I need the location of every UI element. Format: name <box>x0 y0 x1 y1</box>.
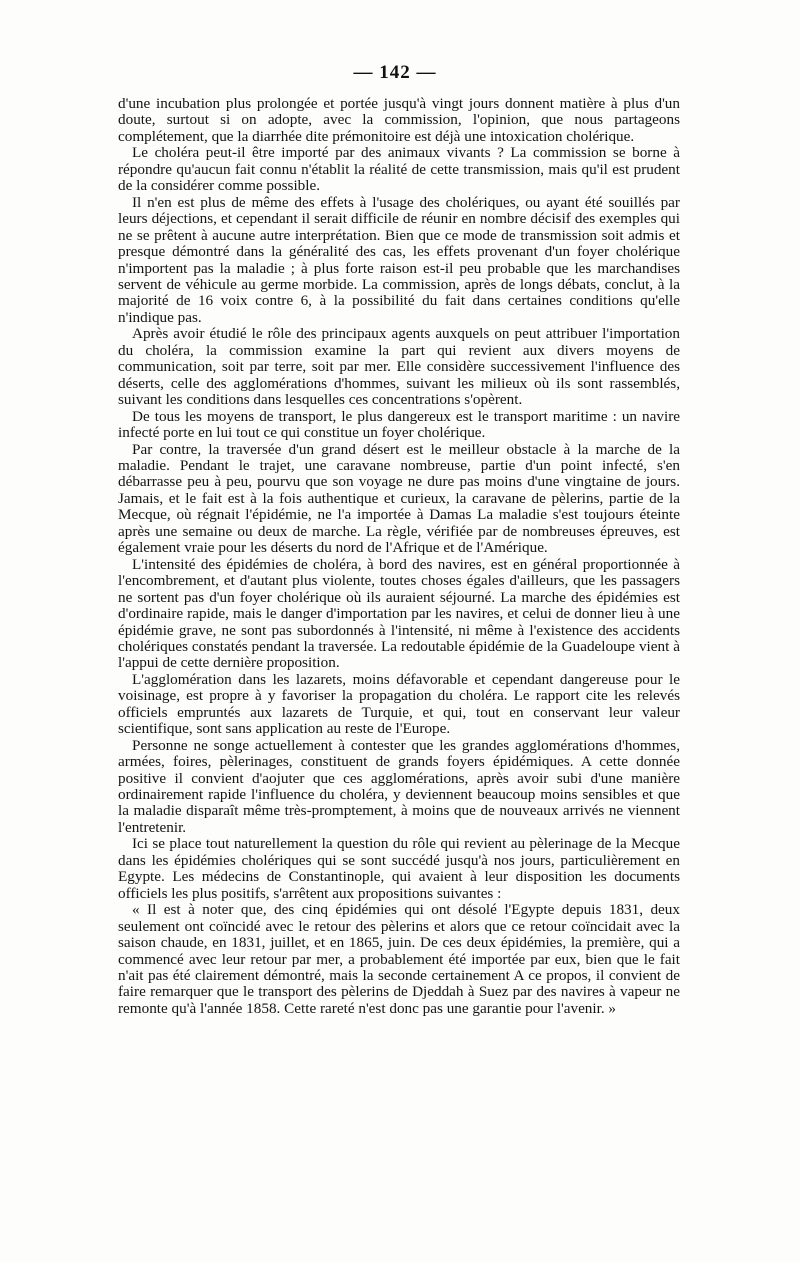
paragraph: De tous les moyens de transport, le plus dangereux est le transport maritime : un navire infecté porte en lui tout ce qui constitue un foyer cholérique. <box>118 407 680 442</box>
body-text <box>118 96 680 1017</box>
paragraph: Personne ne songe actuellement à contester que les grandes agglomérations d'hommes, armées, foires, pèlerinages, constituent de grands foyers épidémiques. A cette donnée positive il convient d'aojuter que ces agglomérations, après avoir subi d'une manière ordinairement rapide l'influence du choléra, y deviennent beaucoup moins sensibles et que la maladie disparaît même très-promptement, à moins que de nouveaux arrivés ne viennent l'entretenir. <box>118 736 680 836</box>
paragraph: Par contre, la traversée d'un grand désert est le meilleur obstacle à la marche de la maladie. Pendant le trajet, une caravane nombreuse, partie d'un point infecté, s'en débarrasse peu à peu, pourvu que son voyage ne dure pas moins d'une vingtaine de jours. Jamais, et le fait est à la fois authentique et curieux, la caravane de pèlerins, partie de la Mecque, où régnait l'épidémie, ne l'a importée à Damas La maladie s'est toujours éteinte après une semaine ou deux de marche. La règle, vérifiée par de nombreuses épreuves, est également vraie pour les déserts du nord de l'Afrique et de l'Amérique. <box>118 440 680 557</box>
paragraph: L'intensité des épidémies de choléra, à bord des navires, est en général proportionnée à l'encombrement, et d'autant plus violente, toutes choses égales d'ailleurs, que les passagers ne sortent pas d'un foyer cholérique où ils auraient séjourné. La marche des épidémies est d'ordinaire rapide, mais le danger d'importation par les navires, et celui de donner lieu à une épidémie grave, ne sont pas subordonnés à l'intensité, ni même à l'existence des accidents cholériques constatés pendant la traversée. La redoutable épidémie de la Guadeloupe vient à l'appui de cette dernière proposition. <box>118 555 680 672</box>
paragraph: Ici se place tout naturellement la question du rôle qui revient au pèlerinage de la Mecque dans les épidémies cholériques qui se sont succédé jusqu'à nos jours, particulièrement en Egypte. Les médecins de Constantinople, qui avaient à leur disposition les documents officiels les plus positifs, s'arrêtent aux propositions suivantes : <box>118 835 680 902</box>
page-number: — 142 — <box>353 62 437 83</box>
paragraph: Il n'en est plus de même des effets à l'usage des cholériques, ou ayant été souillés par leurs déjections, et cependant il serait difficile de réunir en nombre décisif des exemples qui ne se prêtent à aucune autre interprétation. Bien que ce mode de transmission soit admis et presque démontré dans la généralité des cas, les effets provenant d'un foyer cholérique n'importent pas la maladie ; à plus forte raison est-il peu probable que les marchandises servent de véhicule au germe morbide. La commission, après de longs débats, conclut, à la majorité de 16 voix contre 6, à la possibilité du fait dans certaines conditions qu'elle n'indique pas. <box>118 193 680 326</box>
paragraph: L'agglomération dans les lazarets, moins défavorable et cependant dangereuse pour le voisinage, est propre à y favoriser la propagation du choléra. Le rapport cite les relevés officiels empruntés aux lazarets de Turquie, et qui, tout en conservant leur valeur scientifique, sont sans application au reste de l'Europe. <box>118 670 680 738</box>
quotation-paragraph: « Il est à noter que, des cinq épidémies qui ont désolé l'Egypte depuis 1831, deux seulement ont coïncidé avec le retour des pèlerins et alors que ce retour coïncidait avec la saison chaude, en 1831, juillet, et en 1865, juin. De ces deux épidémies, la première, qui a commencé avec leur retour par mer, a probablement été importée par eux, bien que le fait n'ait pas été clairement démontré, mais la seconde certainement A ce propos, il convient de faire remarquer que le transport des pèlerins de Djeddah à Suez par des navires à vapeur ne remonte qu'à l'année 1858. Cette rareté n'est donc pas une garantie pour l'avenir. » <box>118 901 680 1017</box>
paragraph: d'une incubation plus prolongée et portée jusqu'à vingt jours donnent matière à plus d'un doute, surtout si on adopte, avec la commission, l'opinion, que nous partageons complétement, que la diarrhée dite prémonitoire est déjà une intoxication cholérique. <box>118 95 680 145</box>
paragraph: Le choléra peut-il être importé par des animaux vivants ? La commission se borne à répondre qu'aucun fait connu n'établit la réalité de cette transmission, mais qu'il est prudent de la considérer comme possible. <box>118 144 680 195</box>
paragraph: Après avoir étudié le rôle des principaux agents auxquels on peut attribuer l'importation du choléra, la commission examine la part qui revient aux divers moyens de communication, soit par terre, soit par mer. Elle considère successivement l'influence des déserts, celle des agglomérations d'hommes, suivant les milieux où ils sont rassemblés, suivant les conditions dans lesquelles ces concentrations s'opèrent. <box>118 325 680 409</box>
